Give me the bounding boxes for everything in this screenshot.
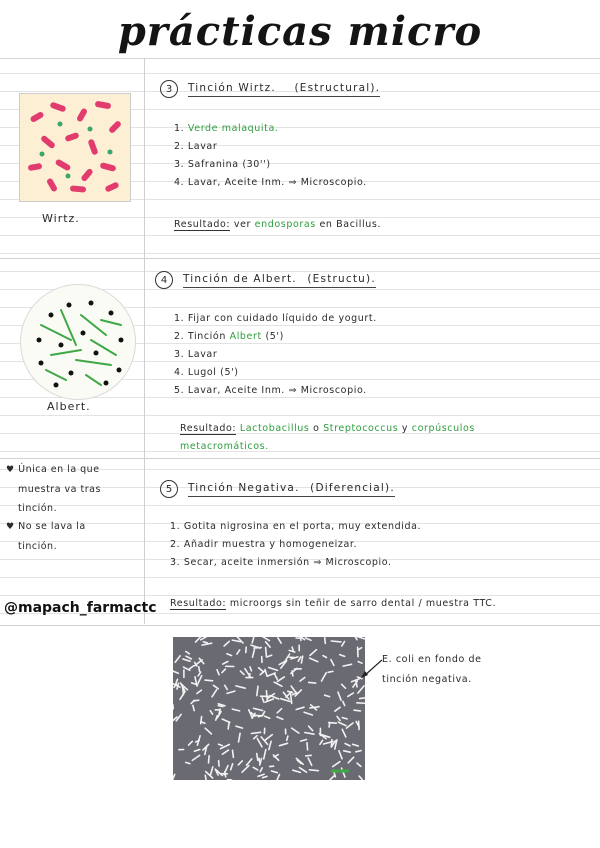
step-text: Secar, aceite inmersión ⇒ Microscopio. — [183, 557, 392, 568]
section-3-subtitle: (Estructural). — [294, 81, 381, 94]
negative-stain-image — [173, 637, 365, 780]
step-text: Verde malaquita. — [187, 123, 279, 134]
albert-caption: Albert. — [47, 400, 91, 413]
result-text: en Bacillus. — [319, 219, 382, 230]
step-number: 2. — [174, 141, 185, 152]
note-line: No se lava la — [18, 521, 86, 532]
divider-line — [0, 258, 600, 259]
step-text: Lavar, Aceite Inm. ⇒ Microscopio. — [187, 177, 367, 188]
wirtz-bacteria-drawing — [20, 94, 130, 201]
note-line: tinción. — [18, 541, 58, 552]
bacterium-cell — [309, 770, 318, 771]
result-highlight: endosporas — [254, 219, 316, 230]
step-text: Gotita nigrosina en el porta, muy extendida. — [183, 521, 422, 532]
albert-stain-image — [20, 284, 136, 400]
step-number: 5. — [174, 385, 185, 396]
step-text: (5') — [265, 331, 284, 342]
side-note-1 — [6, 460, 101, 518]
bacterium-cell — [266, 691, 267, 701]
bacterium-cell — [203, 642, 207, 643]
note-line: tinción. — [18, 503, 58, 514]
step-item — [174, 382, 377, 400]
section-5-title — [188, 482, 395, 497]
ecoli-micrograph — [173, 637, 365, 780]
bacterium-cell — [328, 671, 333, 672]
section-4-title-text: Tinción de Albert. — [183, 272, 297, 285]
section-4-header — [155, 271, 376, 289]
section-5-subtitle: (Diferencial). — [310, 481, 395, 494]
step-item — [174, 138, 367, 156]
bacterium-cell — [257, 754, 258, 761]
step-number: 3. — [174, 159, 185, 170]
note-line: muestra va tras — [18, 484, 101, 495]
section-3-steps — [174, 120, 367, 192]
section-3-number: 3 — [160, 80, 178, 98]
section-5-number: 5 — [160, 480, 178, 498]
step-text: Tinción — [187, 331, 226, 342]
result-label: Resultado: — [170, 598, 227, 609]
step-item — [170, 518, 421, 536]
bacterium-cell — [354, 710, 360, 711]
side-note-2 — [6, 517, 86, 556]
bacterium-cell — [291, 694, 292, 703]
result-highlight: Streptococcus — [323, 423, 399, 434]
bacterium-cell — [218, 706, 223, 707]
step-item — [174, 328, 377, 346]
step-number: 2. — [174, 331, 185, 342]
annotation-arrow-icon — [360, 658, 384, 680]
bacterium-cell — [357, 703, 365, 704]
title-area — [0, 0, 600, 59]
wirtz-caption: Wirtz. — [42, 212, 80, 225]
result-text: microorgs sin teñir de sarro dental / muestra TTC. — [229, 598, 497, 609]
step-text: Lugol (5') — [187, 367, 239, 378]
section-4-number: 4 — [155, 271, 173, 289]
note-line: Única en la que — [18, 464, 100, 475]
step-item — [170, 554, 421, 572]
bacterium-cell — [228, 722, 229, 729]
author-handle: @mapach_farmactc — [4, 600, 157, 616]
step-text: Lavar — [187, 349, 218, 360]
result-highlight: corpúsculos — [411, 423, 475, 434]
step-item — [174, 174, 367, 192]
step-number: 2. — [170, 539, 181, 550]
step-item — [174, 310, 377, 328]
step-item — [174, 364, 377, 382]
result-label: Resultado: — [174, 219, 231, 230]
section-3-title — [188, 82, 380, 97]
bacterium-cell — [331, 641, 341, 642]
step-item — [174, 346, 377, 364]
step-text: Safranina (30'') — [187, 159, 271, 170]
step-number: 3. — [170, 557, 181, 568]
step-text: Lavar — [187, 141, 218, 152]
step-item — [174, 120, 367, 138]
bacterium-cell — [309, 682, 316, 683]
bacterium-cell — [209, 756, 210, 763]
page-title: prácticas micro — [117, 8, 483, 55]
step-number: 1. — [170, 521, 181, 532]
section-3-title-text: Tinción Wirtz. — [188, 81, 276, 94]
step-text: Lavar, Aceite Inm. ⇒ Microscopio. — [187, 385, 367, 396]
step-number: 4. — [174, 177, 185, 188]
bacterium-cell — [306, 755, 312, 756]
bacterium-cell — [325, 638, 326, 644]
heart-icon: ♥ — [6, 522, 15, 532]
section-4-title — [183, 273, 376, 288]
albert-bacteria-drawing — [21, 285, 135, 399]
section-5-result — [170, 595, 496, 613]
section-3-header — [160, 80, 380, 98]
divider-line — [0, 458, 600, 459]
section-3-result — [174, 216, 381, 234]
result-text: y — [401, 423, 409, 434]
bacterium-cell — [307, 743, 308, 750]
result-text: o — [313, 423, 320, 434]
step-number: 4. — [174, 367, 185, 378]
result-highlight: metacromáticos. — [180, 441, 269, 452]
heart-icon: ♥ — [6, 465, 15, 475]
step-number: 1. — [174, 313, 185, 324]
micrograph-annotation — [382, 650, 482, 690]
bacterium-cell — [205, 775, 206, 780]
bacterium-cell — [359, 721, 360, 729]
bacterium-cell — [329, 723, 337, 724]
bacterium-cell — [249, 674, 250, 678]
section-5-title-text: Tinción Negativa. — [188, 481, 300, 494]
bacterium-cell — [233, 750, 234, 757]
step-item — [174, 156, 367, 174]
step-text: Añadir muestra y homogeneizar. — [183, 539, 358, 550]
section-5-steps — [170, 518, 421, 572]
step-item — [170, 536, 421, 554]
section-4-result — [180, 420, 580, 456]
annotation-line: E. coli en fondo de — [382, 654, 482, 665]
step-text: Fijar con cuidado líquido de yogurt. — [187, 313, 377, 324]
margin-line — [144, 58, 145, 624]
annotation-line: tinción negativa. — [382, 674, 472, 685]
result-label: Resultado: — [180, 423, 237, 434]
result-highlight: Lactobacillus — [239, 423, 310, 434]
step-number: 1. — [174, 123, 185, 134]
bacterium-cell — [205, 680, 213, 681]
section-4-steps — [174, 310, 377, 400]
step-number: 3. — [174, 349, 185, 360]
bacterium-cell — [225, 772, 226, 777]
bacterium-cell — [199, 667, 200, 672]
bacterium-cell — [266, 648, 267, 657]
section-4-subtitle: (Estructu). — [307, 272, 376, 285]
section-5-header — [160, 480, 395, 498]
bacterium-cell — [219, 761, 220, 766]
result-text: ver — [233, 219, 252, 230]
bacterium-cell — [259, 758, 260, 763]
step-highlight: Albert — [229, 331, 262, 342]
wirtz-stain-image — [19, 93, 131, 202]
